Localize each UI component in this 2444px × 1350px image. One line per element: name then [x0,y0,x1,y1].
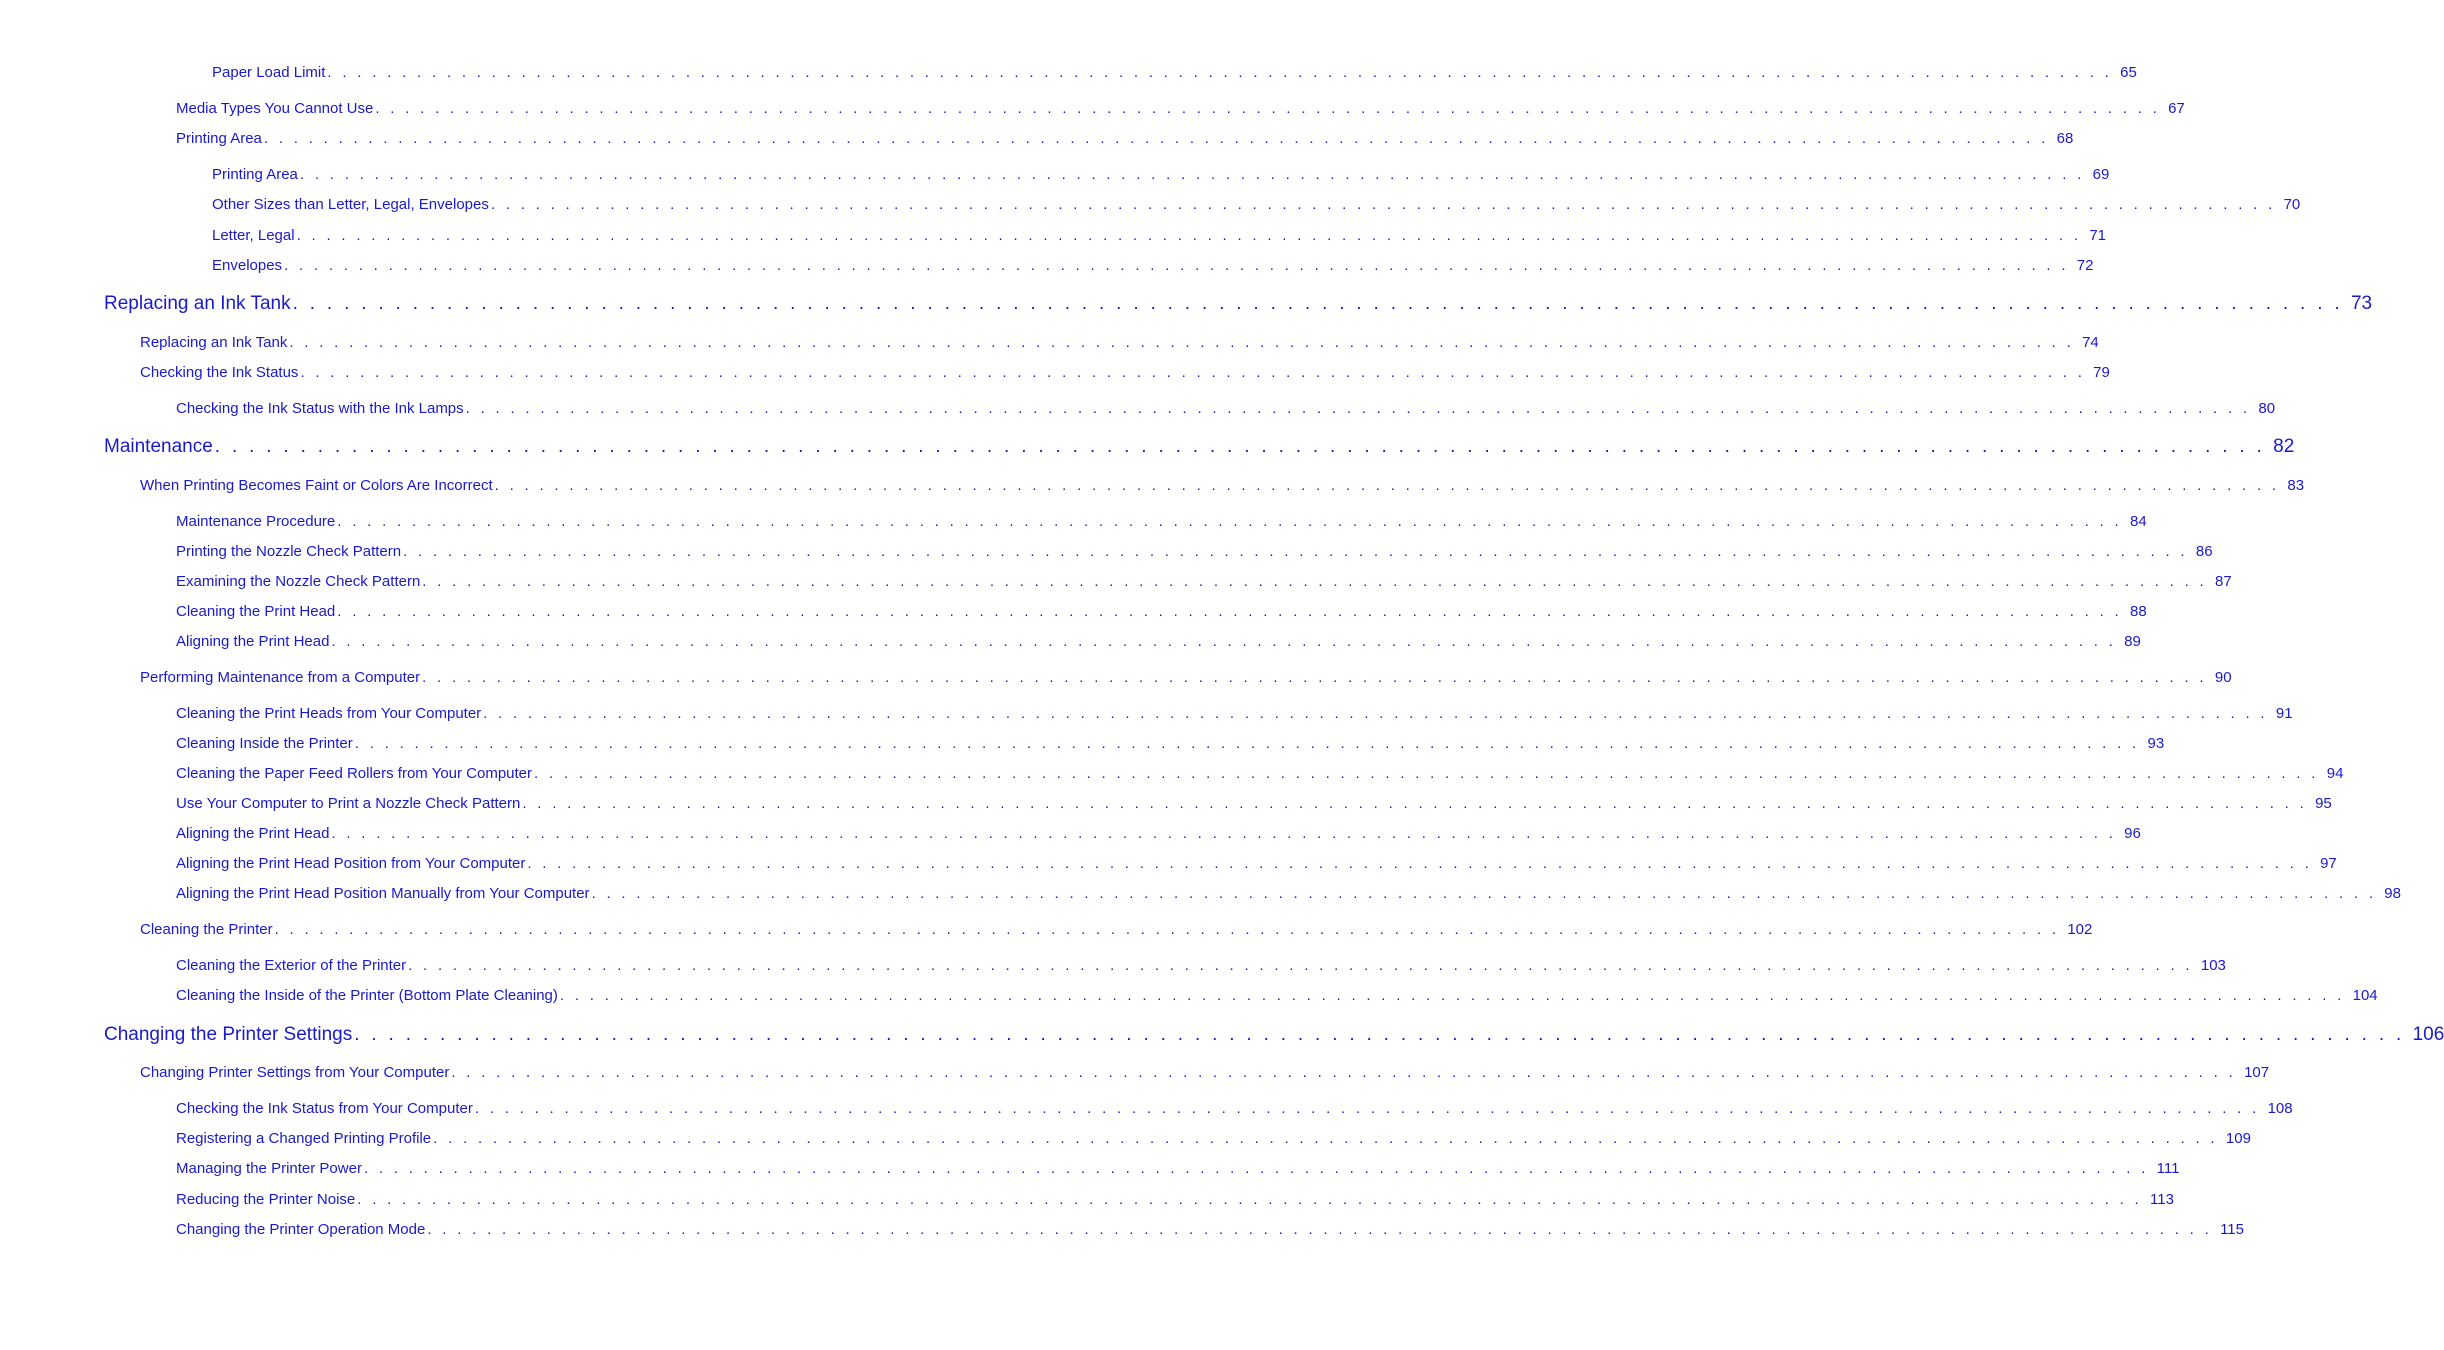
toc-page-number: 82 [2273,436,2295,457]
toc-dot-leader: . . . . . . . . . . . . . . . . . . . . . . . . . . . . . . . . . . . . . . . . . . . . . . . . . . . . . . . . . . . . . . . . . . . . . . . . . . . . . . . . . . . . . . . . . . . . . . . . . . . . . . . . . . . . . . . . . . . . . . . . [274,921,2060,938]
toc-entry[interactable] [176,1130,2251,1147]
toc-entry[interactable] [176,885,2401,902]
toc-page-number: 104 [2352,987,2378,1004]
toc-entry[interactable] [176,100,2185,117]
toc-entry-title: Cleaning the Exterior of the Printer [176,957,407,974]
toc-dot-leader: . . . . . . . . . . . . . . . . . . . . . . . . . . . . . . . . . . . . . . . . . . . . . . . . . . . . . . . . . . . . . . . . . . . . . . . . . . . . . . . . . . . . . . . . . . . . . . . . . . . . . . . . . . . . . . . . . . . . . . . . [465,400,2251,417]
toc-page-number: 83 [2287,477,2305,494]
toc-entry-title: Cleaning the Paper Feed Rollers from Your Computer [176,765,533,782]
toc-entry-title: Aligning the Print Head Position Manually from Your Computer [176,885,590,902]
toc-page-number: 89 [2124,633,2141,650]
toc-entry[interactable] [176,1221,2244,1238]
toc-entry-title: Replacing an Ink Tank [104,293,291,314]
toc-page-number: 109 [2225,1130,2251,1147]
toc-page-number: 113 [2150,1191,2174,1208]
toc-entry-title: Cleaning the Print Head [176,603,336,620]
toc-page-number: 94 [2326,765,2344,782]
toc-entry-title: Maintenance Procedure [176,513,336,530]
toc-page-number: 79 [2093,364,2110,381]
toc-entry-title: Checking the Ink Status from Your Computer [176,1100,473,1117]
toc-dot-leader: . . . . . . . . . . . . . . . . . . . . . . . . . . . . . . . . . . . . . . . . . . . . . . . . . . . . . . . . . . . . . . . . . . . . . . . . . . . . . . . . . . . . . . . . . . . . . . . . . . . . . . . . . . . . . . . . . . . . . . . . [300,364,2086,381]
toc-entry[interactable] [176,795,2332,812]
toc-dot-leader: . . . . . . . . . . . . . . . . . . . . . . . . . . . . . . . . . . . . . . . . . . . . . . . . . . . . . . . . . . . . . . . . . . . . . . . . . . . . . . . . . . . . . . . . . . . . . . . . . . . . . . . . . . . . . . . . . . . . . . . . [527,855,2313,872]
toc-entry[interactable] [212,257,2094,274]
toc-page-number: 95 [2315,795,2332,812]
toc-entry[interactable] [104,436,2295,458]
toc-entry[interactable] [176,513,2147,530]
toc-entry-title: Envelopes [212,257,283,274]
toc-entry-title: Use Your Computer to Print a Nozzle Check Pattern [176,795,521,812]
toc-entry-title: When Printing Becomes Faint or Colors Are Incorrect [140,477,493,494]
toc-page-number: 98 [2384,885,2401,902]
toc-dot-leader: . . . . . . . . . . . . . . . . . . . . . . . . . . . . . . . . . . . . . . . . . . . . . . . . . . . . . . . . . . . . . . . . . . . . . . . . . . . . . . . . . . . . . . . . . . . . . . . . . . . . . . . . . . . . . . . . . . . . . . . . [331,825,2117,842]
toc-page-number: 88 [2130,603,2147,620]
toc-entry[interactable] [176,735,2165,752]
toc-page-number: 67 [2168,100,2185,117]
toc-entry[interactable] [176,543,2213,560]
toc-page-number: 84 [2130,513,2147,530]
toc-entry-title: Cleaning the Print Heads from Your Computer [176,705,482,722]
toc-entry-title: Aligning the Print Head [176,825,330,842]
toc-entry-title: Aligning the Print Head Position from Your Computer [176,855,526,872]
toc-page-number: 87 [2215,573,2232,590]
toc-page-number: 71 [2089,227,2106,244]
toc-page-number: 90 [2214,669,2232,686]
toc-dot-leader: . . . . . . . . . . . . . . . . . . . . . . . . . . . . . . . . . . . . . . . . . . . . . . . . . . . . . . . . . . . . . . . . . . . . . . . . . . . . . . . . . . . . . . . . . . . . . . . . . . . . . . . . . . . . . . . . . . . . . . . . [522,795,2308,812]
toc-dot-leader: . . . . . . . . . . . . . . . . . . . . . . . . . . . . . . . . . . . . . . . . . . . . . . . . . . . . . . . . . . . . . . . . . . . . . . . . . . . . . . . . . . . . . . . . . . . . . . . . . . . . . . . . . . . . . . . . . . . . . . . . [337,513,2122,530]
toc-dot-leader: . . . . . . . . . . . . . . . . . . . . . . . . . . . . . . . . . . . . . . . . . . . . . . . . . . . . . . . . . . . . . . . . . . . . . . . . . . . . . . . . . . . . . . . . . . . . . . . . . . . . . . . . . . . . . . . . . . . . . . . . [591,885,2377,902]
toc-dot-leader: . . . . . . . . . . . . . . . . . . . . . . . . . . . . . . . . . . . . . . . . . . . . . . . . . . . . . . . . . . . . . . . . . . . . . . . . . . . . . . . . . . . . . . . . . . . . . . . . . . . . . . . . . . . . . . . . . . . . . . . . [354,1024,2405,1045]
toc-entry-title: Cleaning the Printer [140,921,273,938]
toc-dot-leader: . . . . . . . . . . . . . . . . . . . . . . . . . . . . . . . . . . . . . . . . . . . . . . . . . . . . . . . . . . . . . . . . . . . . . . . . . . . . . . . . . . . . . . . . . . . . . . . . . . . . . . . . . . . . . . . . . . . . . . . . [403,543,2188,560]
toc-page-number: 80 [2258,400,2276,417]
toc-entry[interactable] [176,400,2276,417]
toc-entry[interactable] [140,477,2305,494]
toc-dot-leader: . . . . . . . . . . . . . . . . . . . . . . . . . . . . . . . . . . . . . . . . . . . . . . . . . . . . . . . . . . . . . . . . . . . . . . . . . . . . . . . . . . . . . . . . . . . . . . . . . . . . . . . . . . . . . . . . . . . . . . . . [292,293,2343,314]
toc-page-number: 69 [2092,166,2110,183]
toc-dot-leader: . . . . . . . . . . . . . . . . . . . . . . . . . . . . . . . . . . . . . . . . . . . . . . . . . . . . . . . . . . . . . . . . . . . . . . . . . . . . . . . . . . . . . . . . . . . . . . . . . . . . . . . . . . . . . . . . . . . . . . . . [357,1191,2142,1208]
toc-dot-leader: . . . . . . . . . . . . . . . . . . . . . . . . . . . . . . . . . . . . . . . . . . . . . . . . . . . . . . . . . . . . . . . . . . . . . . . . . . . . . . . . . . . . . . . . . . . . . . . . . . . . . . . . . . . . . . . . . . . . . . . . [214,436,2266,457]
toc-entry-title: Cleaning Inside the Printer [176,735,353,752]
toc-entry-title: Changing the Printer Settings [104,1024,353,1045]
toc-entry[interactable] [176,130,2074,147]
toc-entry-title: Performing Maintenance from a Computer [140,669,421,686]
toc-dot-leader: . . . . . . . . . . . . . . . . . . . . . . . . . . . . . . . . . . . . . . . . . . . . . . . . . . . . . . . . . . . . . . . . . . . . . . . . . . . . . . . . . . . . . . . . . . . . . . . . . . . . . . . . . . . . . . . . . . . . . . . . [422,573,2208,590]
toc-dot-leader: . . . . . . . . . . . . . . . . . . . . . . . . . . . . . . . . . . . . . . . . . . . . . . . . . . . . . . . . . . . . . . . . . . . . . . . . . . . . . . . . . . . . . . . . . . . . . . . . . . . . . . . . . . . . . . . . . . . . . . . . [337,603,2122,620]
toc-page-number: 115 [2220,1221,2244,1238]
toc-entry[interactable] [104,1024,2444,1046]
toc-entry-title: Letter, Legal [212,227,295,244]
toc-dot-leader: . . . . . . . . . . . . . . . . . . . . . . . . . . . . . . . . . . . . . . . . . . . . . . . . . . . . . . . . . . . . . . . . . . . . . . . . . . . . . . . . . . . . . . . . . . . . . . . . . . . . . . . . . . . . . . . . . . . . . . . . [494,477,2280,494]
toc-entry[interactable] [176,957,2226,974]
toc-entry[interactable] [140,364,2110,381]
toc-entry[interactable] [140,669,2232,686]
toc-entry[interactable] [176,825,2141,842]
toc-dot-leader: . . . . . . . . . . . . . . . . . . . . . . . . . . . . . . . . . . . . . . . . . . . . . . . . . . . . . . . . . . . . . . . . . . . . . . . . . . . . . . . . . . . . . . . . . . . . . . . . . . . . . . . . . . . . . . . . . . . . . . . . [327,64,2113,81]
toc-dot-leader: . . . . . . . . . . . . . . . . . . . . . . . . . . . . . . . . . . . . . . . . . . . . . . . . . . . . . . . . . . . . . . . . . . . . . . . . . . . . . . . . . . . . . . . . . . . . . . . . . . . . . . . . . . . . . . . . . . . . . . . . [408,957,2193,974]
toc-entry-title: Other Sizes than Letter, Legal, Envelopes [212,196,489,213]
toc-page-number: 107 [2244,1064,2270,1081]
toc-page-number: 68 [2056,130,2074,147]
toc-entry-title: Maintenance [104,436,213,457]
toc-dot-leader: . . . . . . . . . . . . . . . . . . . . . . . . . . . . . . . . . . . . . . . . . . . . . . . . . . . . . . . . . . . . . . . . . . . . . . . . . . . . . . . . . . . . . . . . . . . . . . . . . . . . . . . . . . . . . . . . . . . . . . . . [559,987,2345,1004]
toc-entry[interactable] [212,166,2110,183]
toc-entry-title: Reducing the Printer Noise [176,1191,356,1208]
toc-entry-title: Checking the Ink Status [140,364,299,381]
toc-page-number: 106 [2412,1024,2444,1045]
toc-entry[interactable] [176,633,2141,650]
toc-entry[interactable] [176,1160,2180,1177]
toc-dot-leader: . . . . . . . . . . . . . . . . . . . . . . . . . . . . . . . . . . . . . . . . . . . . . . . . . . . . . . . . . . . . . . . . . . . . . . . . . . . . . . . . . . . . . . . . . . . . . . . . . . . . . . . . . . . . . . . . . . . . . . . . [375,100,2161,117]
toc-entry[interactable] [212,64,2137,81]
toc-page-number: 65 [2120,64,2137,81]
toc-entry[interactable] [176,1100,2293,1117]
toc-dot-leader: . . . . . . . . . . . . . . . . . . . . . . . . . . . . . . . . . . . . . . . . . . . . . . . . . . . . . . . . . . . . . . . . . . . . . . . . . . . . . . . . . . . . . . . . . . . . . . . . . . . . . . . . . . . . . . . . . . . . . . . . [427,1221,2213,1238]
toc-dot-leader: . . . . . . . . . . . . . . . . . . . . . . . . . . . . . . . . . . . . . . . . . . . . . . . . . . . . . . . . . . . . . . . . . . . . . . . . . . . . . . . . . . . . . . . . . . . . . . . . . . . . . . . . . . . . . . . . . . . . . . . . [422,669,2207,686]
toc-entry[interactable] [104,293,2373,315]
toc-dot-leader: . . . . . . . . . . . . . . . . . . . . . . . . . . . . . . . . . . . . . . . . . . . . . . . . . . . . . . . . . . . . . . . . . . . . . . . . . . . . . . . . . . . . . . . . . . . . . . . . . . . . . . . . . . . . . . . . . . . . . . . . [474,1100,2260,1117]
toc-entry[interactable] [176,1191,2174,1208]
toc-page-number: 91 [2275,705,2293,722]
toc-entry[interactable] [176,573,2232,590]
toc-entry-title: Aligning the Print Head [176,633,330,650]
toc-entry-title: Changing the Printer Operation Mode [176,1221,426,1238]
toc-page-number: 74 [2082,334,2099,351]
toc-dot-leader: . . . . . . . . . . . . . . . . . . . . . . . . . . . . . . . . . . . . . . . . . . . . . . . . . . . . . . . . . . . . . . . . . . . . . . . . . . . . . . . . . . . . . . . . . . . . . . . . . . . . . . . . . . . . . . . . . . . . . . . . [289,334,2075,351]
toc-entry-title: Changing Printer Settings from Your Computer [140,1064,450,1081]
toc-dot-leader: . . . . . . . . . . . . . . . . . . . . . . . . . . . . . . . . . . . . . . . . . . . . . . . . . . . . . . . . . . . . . . . . . . . . . . . . . . . . . . . . . . . . . . . . . . . . . . . . . . . . . . . . . . . . . . . . . . . . . . . . [534,765,2319,782]
toc-page-number: 70 [2283,196,2301,213]
toc-page-number: 97 [2320,855,2337,872]
toc-entry-title: Checking the Ink Status with the Ink Lamps [176,400,464,417]
toc-page-number: 96 [2124,825,2141,842]
toc-entry[interactable] [176,705,2293,722]
toc-entry-title: Managing the Printer Power [176,1160,362,1177]
toc-dot-leader: . . . . . . . . . . . . . . . . . . . . . . . . . . . . . . . . . . . . . . . . . . . . . . . . . . . . . . . . . . . . . . . . . . . . . . . . . . . . . . . . . . . . . . . . . . . . . . . . . . . . . . . . . . . . . . . . . . . . . . . . [483,705,2268,722]
toc-entry-title: Printing Area [212,166,298,183]
toc-entry-title: Examining the Nozzle Check Pattern [176,573,421,590]
toc-entry[interactable] [176,765,2344,782]
toc-entry-title: Paper Load Limit [212,64,326,81]
toc-entry[interactable] [212,196,2301,213]
toc-entry-title: Registering a Changed Printing Profile [176,1130,432,1147]
toc-dot-leader: . . . . . . . . . . . . . . . . . . . . . . . . . . . . . . . . . . . . . . . . . . . . . . . . . . . . . . . . . . . . . . . . . . . . . . . . . . . . . . . . . . . . . . . . . . . . . . . . . . . . . . . . . . . . . . . . . . . . . . . . [284,257,2069,274]
toc-page-number: 103 [2200,957,2226,974]
toc-entry[interactable] [140,1064,2270,1081]
toc-entry[interactable] [140,334,2099,351]
toc-entry-title: Replacing an Ink Tank [140,334,288,351]
toc-dot-leader: . . . . . . . . . . . . . . . . . . . . . . . . . . . . . . . . . . . . . . . . . . . . . . . . . . . . . . . . . . . . . . . . . . . . . . . . . . . . . . . . . . . . . . . . . . . . . . . . . . . . . . . . . . . . . . . . . . . . . . . . [363,1160,2149,1177]
toc-dot-leader: . . . . . . . . . . . . . . . . . . . . . . . . . . . . . . . . . . . . . . . . . . . . . . . . . . . . . . . . . . . . . . . . . . . . . . . . . . . . . . . . . . . . . . . . . . . . . . . . . . . . . . . . . . . . . . . . . . . . . . . . [451,1064,2237,1081]
toc-entry-title: Cleaning the Inside of the Printer (Bottom Plate Cleaning) [176,987,558,1004]
toc-entry-title: Media Types You Cannot Use [176,100,374,117]
toc-page-number: 86 [2195,543,2213,560]
toc-entry[interactable] [140,921,2093,938]
toc-entry-title: Printing the Nozzle Check Pattern [176,543,402,560]
toc-page-number: 72 [2076,257,2094,274]
toc-entry[interactable] [176,855,2337,872]
toc-entry[interactable] [212,227,2106,244]
toc-entry[interactable] [176,603,2147,620]
toc-page-number: 102 [2067,921,2093,938]
toc-page-number: 108 [2267,1100,2293,1117]
toc-dot-leader: . . . . . . . . . . . . . . . . . . . . . . . . . . . . . . . . . . . . . . . . . . . . . . . . . . . . . . . . . . . . . . . . . . . . . . . . . . . . . . . . . . . . . . . . . . . . . . . . . . . . . . . . . . . . . . . . . . . . . . . . [354,735,2140,752]
toc-page-number: 93 [2147,735,2165,752]
toc-dot-leader: . . . . . . . . . . . . . . . . . . . . . . . . . . . . . . . . . . . . . . . . . . . . . . . . . . . . . . . . . . . . . . . . . . . . . . . . . . . . . . . . . . . . . . . . . . . . . . . . . . . . . . . . . . . . . . . . . . . . . . . . [490,196,2276,213]
toc-dot-leader: . . . . . . . . . . . . . . . . . . . . . . . . . . . . . . . . . . . . . . . . . . . . . . . . . . . . . . . . . . . . . . . . . . . . . . . . . . . . . . . . . . . . . . . . . . . . . . . . . . . . . . . . . . . . . . . . . . . . . . . . [331,633,2117,650]
toc-page-number: 111 [2156,1160,2180,1177]
toc-dot-leader: . . . . . . . . . . . . . . . . . . . . . . . . . . . . . . . . . . . . . . . . . . . . . . . . . . . . . . . . . . . . . . . . . . . . . . . . . . . . . . . . . . . . . . . . . . . . . . . . . . . . . . . . . . . . . . . . . . . . . . . . [263,130,2049,147]
toc-dot-leader: . . . . . . . . . . . . . . . . . . . . . . . . . . . . . . . . . . . . . . . . . . . . . . . . . . . . . . . . . . . . . . . . . . . . . . . . . . . . . . . . . . . . . . . . . . . . . . . . . . . . . . . . . . . . . . . . . . . . . . . . [299,166,2085,183]
toc-dot-leader: . . . . . . . . . . . . . . . . . . . . . . . . . . . . . . . . . . . . . . . . . . . . . . . . . . . . . . . . . . . . . . . . . . . . . . . . . . . . . . . . . . . . . . . . . . . . . . . . . . . . . . . . . . . . . . . . . . . . . . . . [433,1130,2218,1147]
toc-entry-title: Printing Area [176,130,262,147]
toc-entry[interactable] [176,987,2378,1004]
toc-dot-leader: . . . . . . . . . . . . . . . . . . . . . . . . . . . . . . . . . . . . . . . . . . . . . . . . . . . . . . . . . . . . . . . . . . . . . . . . . . . . . . . . . . . . . . . . . . . . . . . . . . . . . . . . . . . . . . . . . . . . . . . . [296,227,2082,244]
toc-page-number: 73 [2350,293,2373,314]
